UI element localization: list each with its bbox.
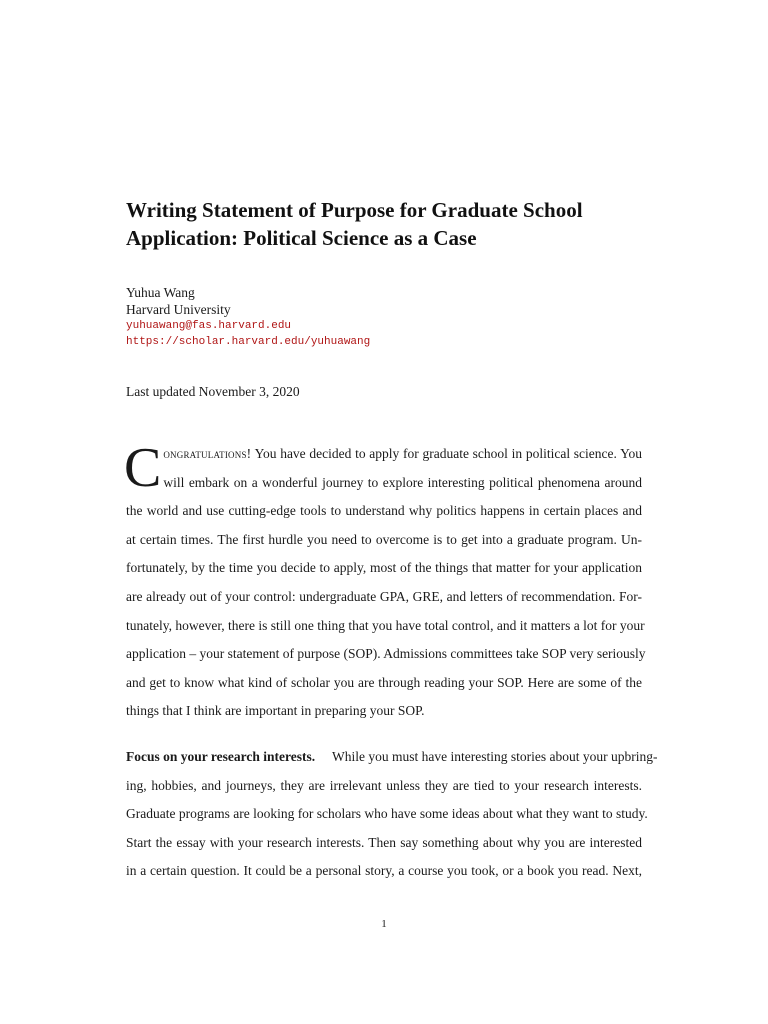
intro-line: are already out of your control: undergraduate GPA, GRE, and letters of recommendation. For- <box>126 588 642 604</box>
intro-line: application – your statement of purpose (SOP). Admissions committees take SOP very seriously <box>126 646 646 662</box>
section-line: ing, hobbies, and journeys, they are irrelevant unless they are tied to your research interests. <box>126 777 642 793</box>
intro-line: will embark on a wonderful journey to explore interesting political phenomena around <box>163 474 642 490</box>
intro-paragraph <box>124 437 646 726</box>
author-url-link[interactable]: https://scholar.harvard.edu/yuhuawang <box>126 336 371 348</box>
section-line: in a certain question. It could be a personal story, a course you took, or a book you read. Next, <box>126 863 642 879</box>
intro-smallcaps: ongratulations! <box>163 446 252 461</box>
intro-line: at certain times. The first hurdle you need to overcome is to get into a graduate program. Un- <box>126 531 642 547</box>
last-updated: Last updated November 3, 2020 <box>126 384 300 399</box>
author-email-link[interactable]: yuhuawang@fas.harvard.edu <box>126 320 292 332</box>
title-line-2: Application: Political Science as a Case <box>126 226 477 250</box>
section-line: Graduate programs are looking for scholars who have some ideas about what they want to study. <box>126 806 648 822</box>
section-line: Focus on your research interests. While you must have interesting stories about your upbring- <box>126 749 658 764</box>
page-number: 1 <box>381 918 387 930</box>
author-affiliation: Harvard University <box>126 302 231 317</box>
author-block <box>126 284 370 350</box>
intro-line: the world and use cutting-edge tools to understand why politics happens in certain places and <box>126 503 642 519</box>
paper-title <box>126 196 646 252</box>
section-heading: Focus on your research interests. <box>126 749 316 764</box>
author-name: Yuhua Wang <box>126 285 195 300</box>
intro-line: ongratulations! You have decided to apply for graduate school in political science. You <box>163 446 642 461</box>
intro-line: fortunately, by the time you decide to apply, most of the things that matter for your application <box>126 560 642 576</box>
title-line-1: Writing Statement of Purpose for Graduate School <box>126 198 583 222</box>
intro-line: and get to know what kind of scholar you are through reading your SOP. Here are some of the <box>126 674 642 690</box>
section-line: Start the essay with your research interests. Then say something about why you are interested <box>126 834 642 850</box>
intro-line: tunately, however, there is still one thing that you have total control, and it matters a lot for your <box>126 617 645 633</box>
drop-cap: C <box>124 437 162 499</box>
section-paragraph <box>126 743 658 886</box>
intro-line: things that I think are important in preparing your SOP. <box>126 703 425 719</box>
